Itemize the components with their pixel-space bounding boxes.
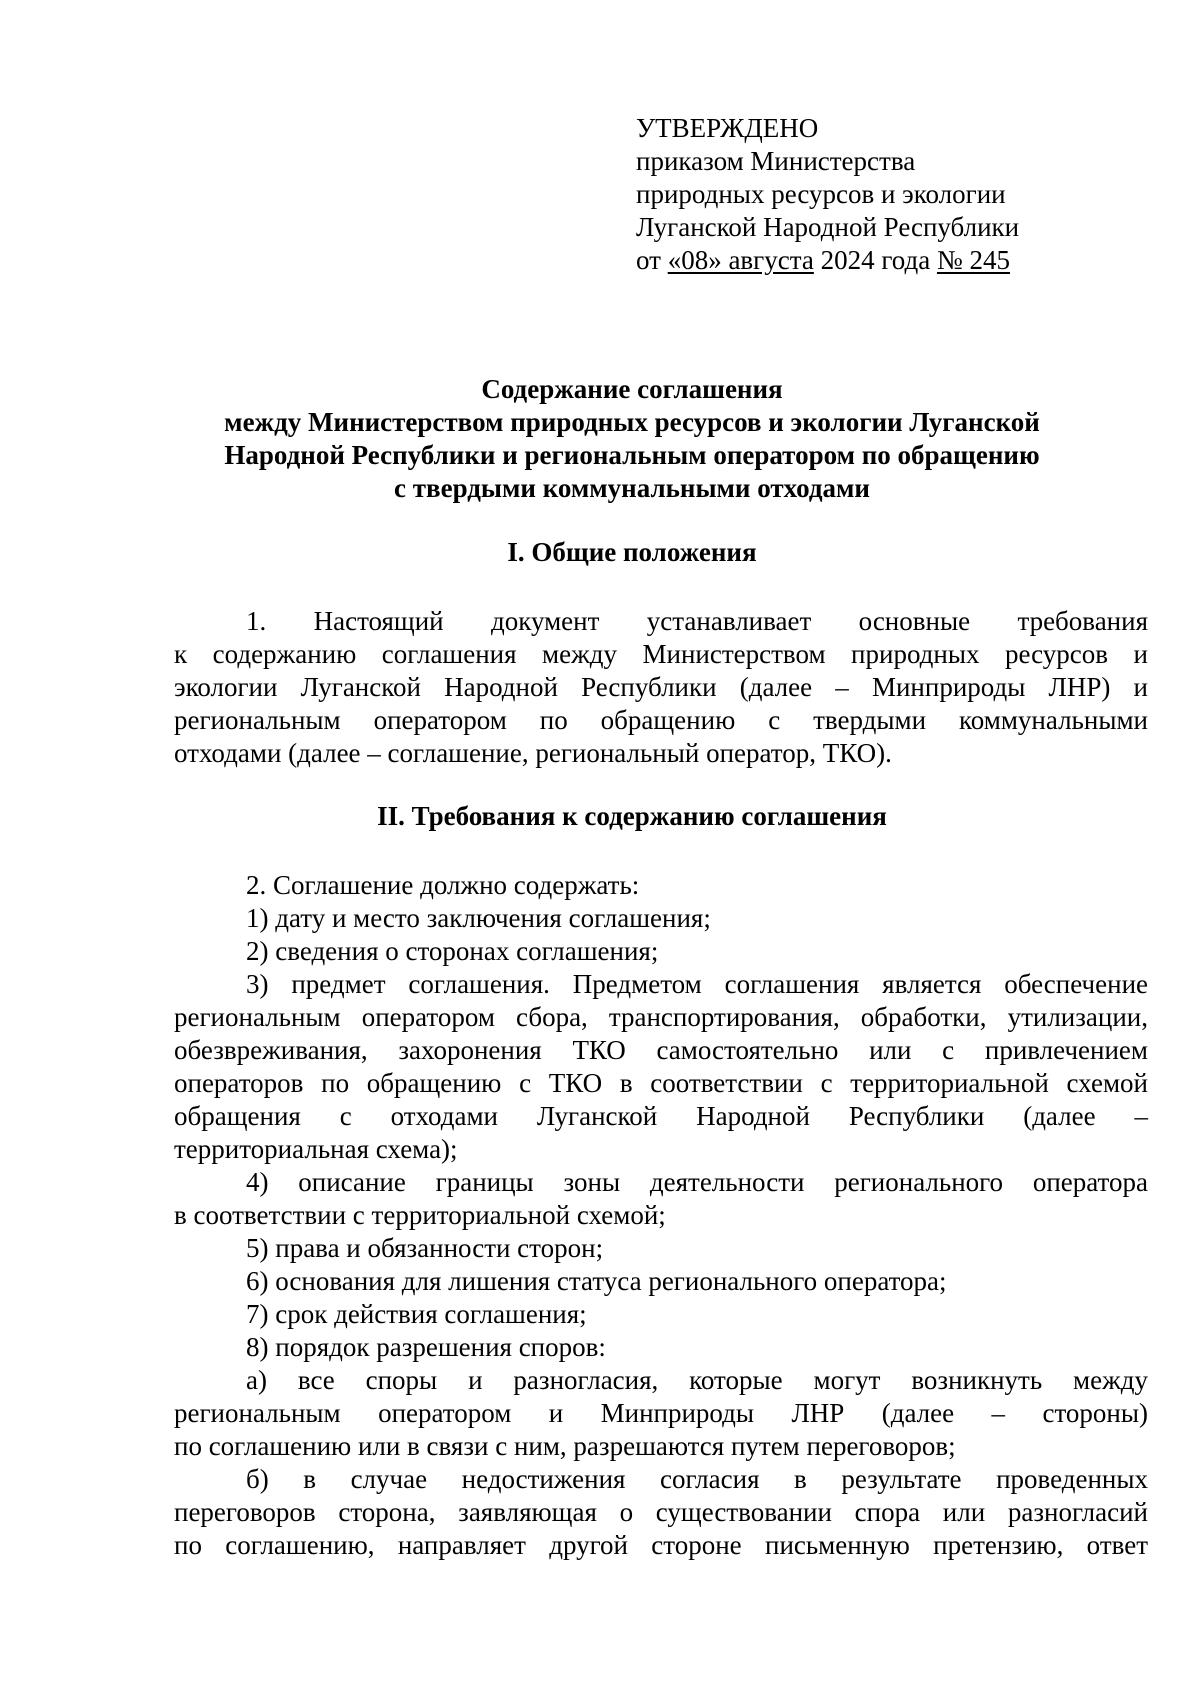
sub-item [174, 1463, 1148, 1562]
paragraph-2: 2. Соглашение должно содержать: [246, 870, 640, 900]
approval-date-prefix: от [636, 245, 668, 275]
text-line: б) в случае недостижения согласия в результате проведенных [246, 1464, 1148, 1494]
text-line: в соответствии с территориальной схемой; [174, 1200, 666, 1230]
text-line: экологии Луганской Народной Республики (далее – Минприроды ЛНР) и [174, 672, 1148, 702]
list-item: 7) срок действия соглашения; [246, 1299, 587, 1329]
list-item: 2) сведения о сторонах соглашения; [246, 936, 659, 966]
text-line: территориальная схема); [174, 1134, 458, 1164]
text-line: региональным оператором по обращению с твердыми коммунальными [174, 705, 1148, 735]
text-line: по соглашению, направляет другой стороне письменную претензию, ответ [174, 1530, 1148, 1560]
text-line: региональным оператором и Минприроды ЛНР (далее – стороны) [174, 1398, 1148, 1428]
text-line: 4) описание границы зоны деятельности регионального оператора [246, 1167, 1148, 1197]
paragraph-1 [174, 605, 1148, 770]
approval-republic-line: Луганской Народной Республики [636, 212, 1020, 242]
sub-item [174, 1364, 1148, 1463]
title-line: с твердыми коммунальными отходами [394, 473, 870, 503]
section-2-heading: II. Требования к содержанию соглашения [377, 801, 887, 831]
text-line: по соглашению или в связи с ним, разрешаются путем переговоров; [174, 1431, 956, 1461]
text-line: операторов по обращению с ТКО в соответствии с территориальной схемой [174, 1068, 1148, 1098]
document-title [172, 373, 1092, 505]
title-line: Народной Республики и региональным оператором по обращению [224, 440, 1040, 470]
text-line: отходами (далее – соглашение, региональный оператор, ТКО). [174, 738, 892, 768]
text-line: к содержанию соглашения между Министерством природных ресурсов и [174, 639, 1148, 669]
approval-ministry-line: природных ресурсов и экологии [636, 179, 1006, 209]
text-line: 1. Настоящий документ устанавливает основные требования [246, 606, 1148, 636]
text-line: обращения с отходами Луганской Народной Республики (далее – [174, 1101, 1148, 1131]
text-line: переговоров сторона, заявляющая о существовании спора или разногласий [174, 1497, 1148, 1527]
text-line: 3) предмет соглашения. Предметом соглашения является обеспечение [246, 969, 1148, 999]
approval-stamp-title: УТВЕРЖДЕНО [636, 113, 819, 143]
text-line: а) все споры и разногласия, которые могут возникнуть между [246, 1365, 1148, 1395]
approval-date-day: «08» августа [667, 245, 814, 275]
approval-block [636, 112, 1019, 277]
title-line: Содержание соглашения [481, 374, 783, 404]
section-1-heading: I. Общие положения [507, 537, 757, 567]
text-line: региональным оператором сбора, транспортирования, обработки, утилизации, [174, 1002, 1148, 1032]
title-line: между Министерством природных ресурсов и экологии Луганской [224, 407, 1040, 437]
text-line: обезвреживания, захоронения ТКО самостоятельно или с привлечением [174, 1035, 1148, 1065]
approval-order-number: № 245 [936, 245, 1010, 275]
approval-date-year: 2024 года [813, 245, 937, 275]
list-item [174, 1166, 1148, 1232]
list-item: 8) порядок разрешения споров: [246, 1332, 606, 1362]
list-item: 6) основания для лишения статуса регионального оператора; [246, 1266, 947, 1296]
section-2-body [174, 869, 1148, 1562]
list-item [174, 968, 1148, 1166]
approval-date-line [636, 244, 1019, 277]
approval-order-line: приказом Министерства [636, 146, 916, 176]
list-item: 5) права и обязанности сторон; [246, 1233, 604, 1263]
list-item: 1) дату и место заключения соглашения; [246, 903, 711, 933]
